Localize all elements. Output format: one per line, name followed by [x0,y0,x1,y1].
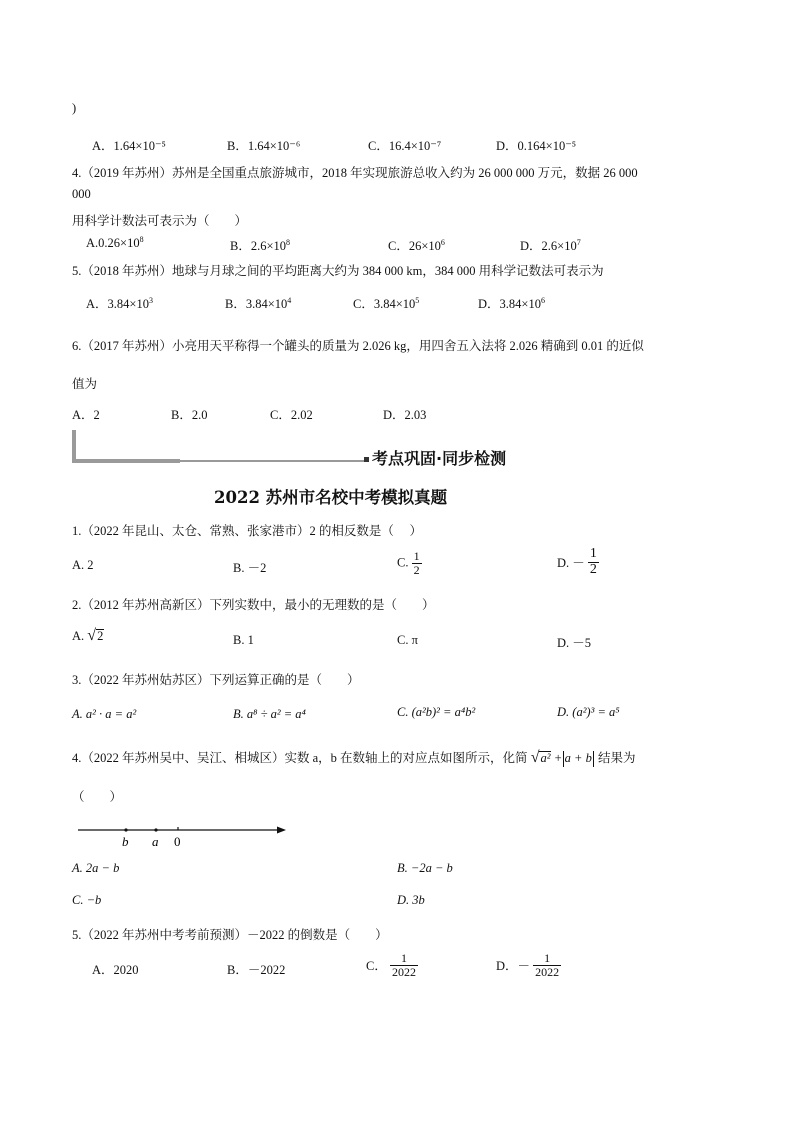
abs-bar-left [563,751,564,767]
point-b [124,828,127,831]
exam-q3-option-d: D. (a²)³ = a⁵ [557,705,620,719]
label-zero: 0 [174,834,181,849]
q5-option-d: D．$3.84\times 10^6$ [478,295,545,311]
number-line [72,818,292,850]
exam-q1-option-c: C. $\frac{1}{2}$ [397,549,420,577]
q3-option-b: B．1.64×10⁻⁶ [227,139,301,153]
label-a: a [152,834,159,849]
exam-q2-option-c: C. π [397,633,418,647]
exam-q4-stem: 4.（2022 年苏州吴中、吴江、相城区）实数 a，b 在数轴上的对应点如图所示，化简 √ a² + a + b 结果为 [72,749,636,766]
q4-stem-line1: 4.（2019 年苏州）苏州是全国重点旅游城市，2018 年实现旅游总收入约为 26 000 000 万元，数据 26 000 [72,166,638,180]
exam-q4-option-c: C. −b [72,893,102,907]
q6-stem-line1: 6.（2017 年苏州）小亮用天平称得一个罐头的质量为 2.026 kg，用四舍五入法将 2.026 精确到 0.01 的近似 [72,339,644,353]
exam-title: 2022 苏州市名校中考模拟真题 [214,488,448,507]
q4-option-c: C．$26\times 10^6$ [388,237,445,253]
q6-option-d: D．2.03 [383,408,427,422]
q4-stem-line3: 用科学计数法可表示为（ ） [72,214,248,228]
exam-q2-stem: 2.（2012 年苏州高新区）下列实数中，最小的无理数的是（ ） [72,598,435,612]
q6-option-b: B．2.0 [171,408,208,422]
number-line-arrow-icon [277,827,286,834]
fraction-one-over-2022: $\frac{1}{2022}$ [391,951,416,979]
q3-option-a: A．1.64×10⁻⁵ [92,139,166,153]
exam-q1-option-b: B. －2 [233,561,267,575]
exam-q4-option-d: D. 3b [397,893,425,907]
exam-q1-stem: 1.（2022 年昆山、太仓、常熟、张家港市）2 的相反数是（ ） [72,524,423,538]
exam-q2-option-b: B. 1 [233,633,254,647]
q6-stem-line2: 值为 [72,377,98,391]
q5-option-b: B．$3.84\times 10^4$ [225,295,292,311]
exam-q5-option-c: C． $\frac{1}{2022}$ [366,951,416,979]
exam-q1-option-d: D. － $\frac{1}{2}$ [557,546,597,577]
abs-bar-right [593,751,594,767]
exam-q2-option-a: A. √ 2 [72,627,104,644]
continued-paren: ) [72,101,77,115]
exam-q5-stem: 5.（2022 年苏州中考考前预测）－2022 的倒数是（ ） [72,928,388,942]
q5-option-c: C．$3.84\times 10^5$ [353,295,420,311]
q3-option-d: D．0.164×10⁻⁵ [496,139,577,153]
q4-option-d: D．$2.6\times 10^7$ [520,237,581,253]
exam-q3-option-c: C. (a²b)² = a⁴b² [397,705,476,719]
fraction-neg-one-half: $\frac{1}{2}$ [589,546,597,577]
label-b: b [122,834,129,849]
sqrt-two: √ 2 [87,627,104,644]
exam-q4-paren: （ ） [72,790,123,804]
q3-option-c: C．16.4×10⁻⁷ [368,139,442,153]
q5-option-a: A．$3.84\times 10^3$ [86,295,153,311]
q5-stem: 5.（2018 年苏州）地球与月球之间的平均距离大约为 384 000 km，384 000 用科学记数法可表示为 [72,264,604,278]
q4-option-a: $A.0.26\times 10^8$ [86,234,144,250]
point-a [154,828,157,831]
exam-q3-stem: 3.（2022 年苏州姑苏区）下列运算正确的是（ ） [72,673,360,687]
section-heading-bracket [72,430,382,466]
q4-option-b: B．$2.6\times 10^8$ [230,237,291,253]
sqrt-a-squared: √ a² [530,749,551,766]
q4-stem-line2: 000 [72,187,91,201]
exam-q3-option-a: A. a² · a = a² [72,707,137,721]
exam-q1-option-a: A. 2 [72,558,94,572]
fraction-one-half: $\frac{1}{2}$ [413,549,420,577]
section-heading: 考点巩固·同步检测 [372,449,507,468]
exam-q3-option-b: B. a⁸ ÷ a² = a⁴ [233,707,306,721]
q6-option-c: C．2.02 [270,408,313,422]
exam-q5-option-a: A．2020 [92,963,139,977]
exam-q5-option-b: B．－2022 [227,963,286,977]
exam-q2-option-d: D. －5 [557,636,592,650]
fraction-neg-one-over-2022: $\frac{1}{2022}$ [535,951,560,979]
exam-q5-option-d: D．－ $\frac{1}{2022}$ [496,951,560,979]
exam-q4-option-a: A. 2a − b [72,861,120,875]
q6-option-a: A．2 [72,408,100,422]
exam-q4-option-b: B. −2a − b [397,861,453,875]
